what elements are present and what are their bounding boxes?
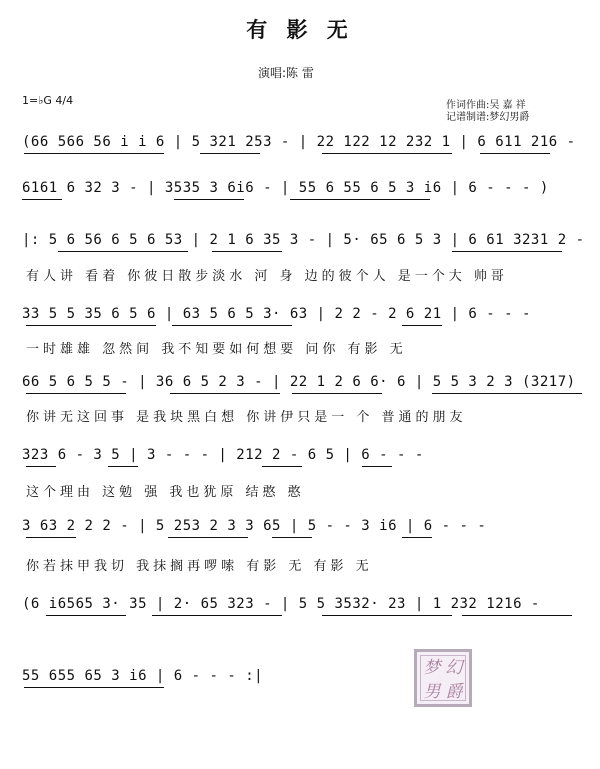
seal-char: 爵 — [445, 682, 463, 702]
notation-line-7 — [22, 518, 582, 540]
notation-text: (66 566 56 i i 6 | 5 321 253 - | 22 122 12 232 1 | 6 611 216 - — [22, 134, 576, 150]
notation-line-9 — [22, 668, 582, 690]
credit-transcriber: 记谱制谱:梦幻男爵 — [446, 112, 530, 123]
credit-composer: 作词作曲:吴 嘉 祥 — [446, 100, 526, 111]
lyrics-line-5: 你讲无这回事 是我块黑白想 你讲伊只是一 个 普通的朋友 — [26, 410, 467, 425]
notation-text: |: 5 6 56 6 5 6 53 | 2 1 6 35 3 - | 5· 65 6 5 3 | 6 61 3231 2 - — [22, 232, 585, 248]
notation-text: 323 6 - 3 5 | 3 - - - | 212 2 - 6 5 | 6 - - - — [22, 447, 424, 463]
notation-line-2 — [22, 180, 582, 202]
notation-line-8 — [22, 596, 582, 618]
performer: 演唱:陈 雷 — [258, 66, 314, 80]
notation-text: 66 5 6 5 5 - | 36 6 5 2 3 - | 22 1 2 6 6· 6 | 5 5 3 2 3 (3217) — [22, 374, 576, 390]
notation-text: 6161 6 32 3 - | 3535 3 6i6 - | 55 6 55 6 5 3 i6 | 6 - - - ) — [22, 180, 549, 196]
lyrics-line-7: 你若抹甲我切 我抹搁再啰嗦 有影 无 有影 无 — [26, 559, 373, 574]
notation-line-3 — [22, 232, 585, 254]
notation-text: 33 5 5 35 6 5 6 | 63 5 6 5 3· 63 | 2 2 - 2 6 21 | 6 - - - — [22, 306, 531, 322]
notation-text: (6 i6565 3· 35 | 2· 65 323 - | 5 5 3532· 23 | 1 232 1216 - — [22, 596, 540, 612]
notation-line-4 — [22, 306, 582, 328]
notation-line-6 — [22, 447, 582, 469]
notation-line-1 — [22, 134, 582, 156]
seal-char: 男 — [423, 682, 441, 702]
seal-char: 幻 — [445, 658, 463, 678]
notation-text: 3 63 2 2 2 - | 5 253 2 3 3 65 | 5 - - 3 i6 | 6 - - - — [22, 518, 487, 534]
lyrics-line-6: 这个理由 这勉 强 我也犹原 结憨 憨 — [26, 485, 305, 500]
lyrics-line-3: 有人讲 看着 你彼日散步淡水 河 身 边的彼个人 是一个大 帅哥 — [26, 269, 508, 284]
lyrics-line-4: 一时雄雄 忽然间 我不知要如何想要 问你 有影 无 — [26, 342, 407, 357]
seal-stamp — [414, 649, 472, 707]
notation-text: 55 655 65 3 i6 | 6 - - - :| — [22, 668, 264, 684]
song-title: 有 影 无 — [246, 18, 354, 42]
seal-char: 梦 — [423, 658, 441, 678]
key-signature: 1=♭G 4/4 — [22, 94, 74, 107]
notation-line-5 — [22, 374, 582, 396]
